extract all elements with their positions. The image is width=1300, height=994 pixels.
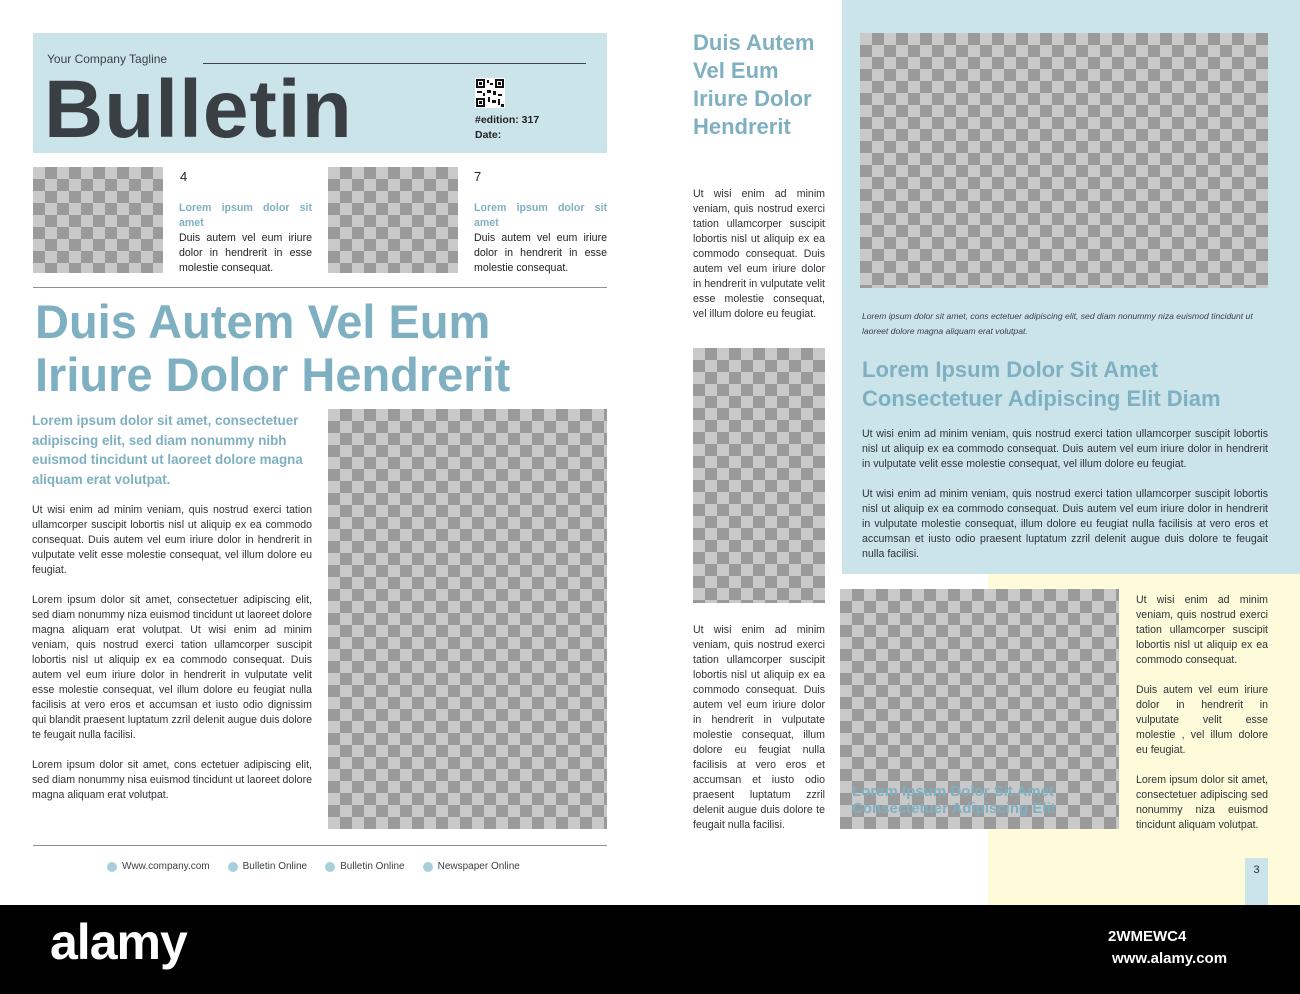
- feature-paragraph-2: Ut wisi enim ad minim veniam, quis nostrud exerci tation ullamcorper suscipit lobortis nisl ut aliquip ex ea commodo consequat. Duis autem vel eum iriure dolor in hendrerit in vulputate molestie consequat, illum dolore eu feugiat nulla facilisis at vero eros et accumsan et iusto odio praesent luptatum zzril delenit augue duis dolore te feugait nulla facilisi.: [862, 488, 1268, 560]
- bulletin-title: Bulletin: [44, 64, 353, 155]
- stock-logo: alamy: [50, 914, 187, 970]
- stock-watermark-bar: [0, 905, 1300, 994]
- teaser-image-2: [328, 167, 458, 273]
- column-image: [693, 348, 825, 603]
- newspaper-icon: [423, 862, 433, 872]
- edition-number: #edition: 317: [475, 114, 540, 126]
- main-story-image: [328, 409, 607, 829]
- edition-info: [475, 113, 539, 143]
- teaser-title-1: Lorem ipsum dolor sit amet: [179, 202, 312, 229]
- main-headline: [35, 295, 510, 401]
- main-lead: Lorem ipsum dolor sit amet, consectetuer adipiscing elit, sed diam nonummy nibh euismod tincidunt ut laoreet dolore magna aliquam erat volutpat.: [32, 413, 303, 487]
- stock-url: www.alamy.com: [1112, 950, 1228, 967]
- teaser-image-1: [33, 167, 163, 273]
- page-number: 3: [1245, 858, 1268, 905]
- facebook-icon: [228, 862, 238, 872]
- feature-image: [860, 33, 1268, 288]
- teaser-number-1: 4: [180, 169, 188, 184]
- teaser-body-2: Duis autem vel eum iriure dolor in hendrerit in esse molestie consequat.: [474, 232, 607, 274]
- feature-paragraph-1: Ut wisi enim ad minim veniam, quis nostrud exerci tation ullamcorper suscipit lobortis nisl ut aliquip ex ea commodo consequat. Duis autem vel eum iriure dolor in hendrerit in vulputate velit esse molestie consequat, vel illum dolore eu feugiat.: [862, 428, 1268, 470]
- side-paragraph-1: Ut wisi enim ad minim veniam, quis nostrud exerci tation ullamcorper suscipit lobortis nisl ut aliquip ex ea commodo consequat.: [1136, 594, 1268, 666]
- company-tagline: Your Company Tagline: [47, 52, 168, 66]
- stock-image-id: 2WMEWC4: [1108, 928, 1187, 945]
- footer-item-newspaper[interactable]: Newspaper Online: [423, 861, 520, 872]
- column-text-top: Ut wisi enim ad minim veniam, quis nostrud exerci tation ullamcorper suscipit lobortis nisl ut aliquip ex ea commodo consequat. Duis autem vel eum iriure dolor in hendrerit in vulputate velit esse molestie consequat, vel illum dolore eu feugiat.: [693, 188, 825, 320]
- qr-code-icon: [475, 78, 505, 108]
- footer-divider: [33, 845, 607, 846]
- teaser-number-2: 7: [474, 169, 482, 184]
- main-paragraph-1: Ut wisi enim ad minim veniam, quis nostrud exerci tation ullamcorper suscipit lobortis nisl ut aliquip ex ea commodo consequat. Duis autem vel eum iriure dolor in hendrerit in vulputate velit esse molestie consequat, vel illum dolore eu feugiat.: [32, 504, 312, 576]
- main-headline-line-2: Iriure Dolor Hendrerit: [35, 348, 511, 401]
- side-paragraph-3: Lorem ipsum dolor sit amet, consectetuer adipiscing sed nonummy niza euismod tincidunt aliquam volutpat.: [1136, 774, 1268, 831]
- main-paragraph-3: Lorem ipsum dolor sit amet, cons ectetuer adipiscing elit, sed diam nonummy nisa euismod tincidunt ut laoreet dolore magna aliquam erat volutpat.: [32, 759, 312, 801]
- teaser-title-2: Lorem ipsum dolor sit amet: [474, 202, 607, 229]
- teaser-body-1: Duis autem vel eum iriure dolor in hendrerit in esse molestie consequat.: [179, 232, 312, 274]
- column-text-bottom: Ut wisi enim ad minim veniam, quis nostrud exerci tation ullamcorper suscipit lobortis nisl ut aliquip ex ea commodo consequat. Duis autem vel eum iriure dolor in hendrerit in vulputate molestie consequat, illum dolore eu feugiat nulla facilisis at vero eros et accumsan et iusto odio praesent luptatum zzril delenit augue duis dolore te feugait nulla facilisi.: [693, 624, 825, 831]
- footer-item-facebook[interactable]: Bulletin Online: [228, 861, 307, 872]
- feature-headline: Lorem Ipsum Dolor Sit Amet Consectetuer Adipiscing Elit Diam: [862, 357, 1221, 411]
- section-divider: [33, 287, 607, 288]
- feature-image-caption: Lorem ipsum dolor sit amet, cons ectetuer adipiscing elit, sed diam nonummy niza euismod tincidunt ut laoreet dolore magna aliquam erat volutpat.: [862, 311, 1253, 336]
- globe-icon: [107, 862, 117, 872]
- footer-item-twitter[interactable]: Bulletin Online: [325, 861, 404, 872]
- main-paragraph-2: Lorem ipsum dolor sit amet, consectetuer adipiscing elit, sed diam nonummy niza euismod tincidunt ut laoreet dolore magna aliquam erat volutpat. Ut wisi enim ad minim veniam, quis nostrud exerci tation ullamcorper suscipit lobortis nisl ut aliquip ex ea commodo consequat. Duis autem vel eum iriure dolor in hendrerit in vulputate velit esse molestie consequat, vel illum dolore eu feugiat nulla facilisis at vero eros et accumsan et iusto odio dignissim qui blandit praesent luptatum zzril delenit augue duis dolore te feugait nulla facilisi.: [32, 594, 312, 741]
- bottom-image-overlay-text: Lorem Ipsum Dolor Sit Amet Consectetuer Adipiscing Elit: [852, 783, 1056, 817]
- footer-links: [107, 861, 520, 872]
- footer-item-website[interactable]: Www.company.com: [107, 861, 210, 872]
- column-headline: Duis Autem Vel Eum Iriure Dolor Hendrerit: [693, 30, 815, 139]
- main-headline-line-1: Duis Autem Vel Eum: [35, 295, 491, 348]
- side-paragraph-2: Duis autem vel eum iriure dolor in hendrerit in vulputate velit esse molestie , vel illum dolore eu feugiat.: [1136, 684, 1268, 756]
- date-label: Date:: [475, 129, 502, 141]
- twitter-icon: [325, 862, 335, 872]
